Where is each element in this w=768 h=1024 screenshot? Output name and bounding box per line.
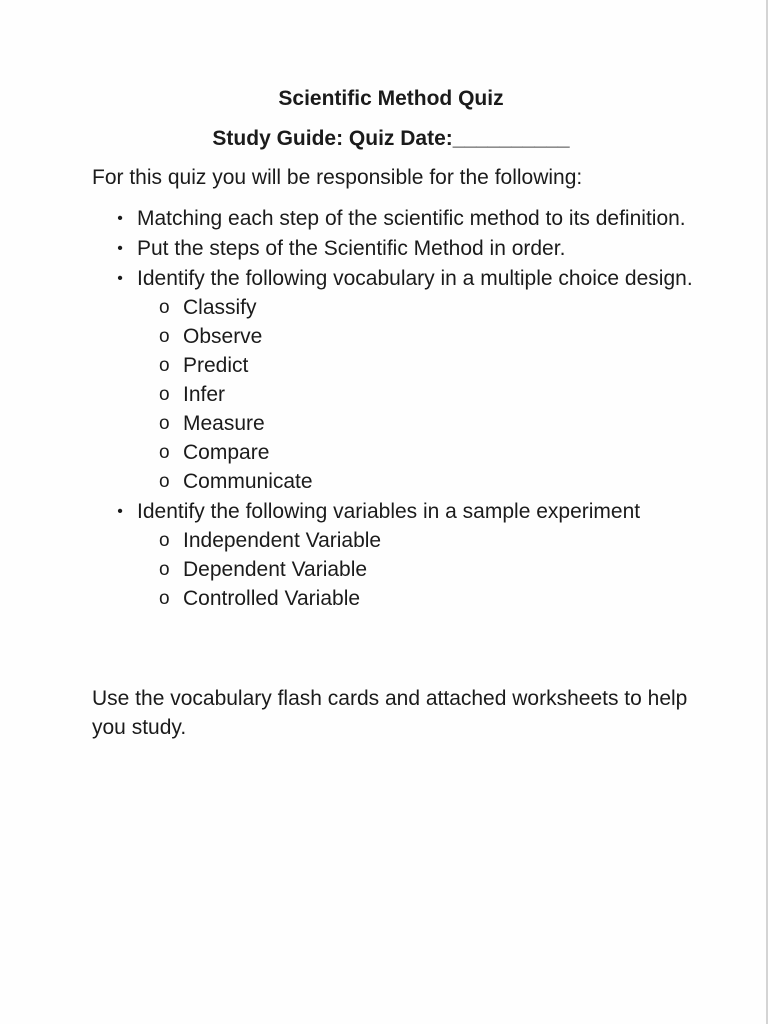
bullet-icon: • — [117, 270, 123, 287]
bullet-icon: • — [117, 210, 123, 227]
circle-bullet-icon: o — [159, 384, 170, 405]
vocabulary-term: Observe — [183, 325, 263, 348]
circle-bullet-icon: o — [159, 530, 170, 551]
vocabulary-term: Measure — [183, 412, 265, 435]
circle-bullet-icon: o — [159, 297, 170, 318]
vocabulary-item — [159, 467, 708, 496]
bullet-icon: • — [117, 503, 123, 520]
vocabulary-item — [159, 351, 708, 380]
requirements-list — [108, 204, 708, 614]
closing-text: Use the vocabulary flash cards and attached worksheets to help you study. — [92, 687, 688, 739]
list-item-text: Matching each step of the scientific method to its definition. — [137, 207, 686, 230]
circle-bullet-icon: o — [159, 471, 170, 492]
variable-item — [159, 584, 708, 613]
vocabulary-item — [159, 409, 708, 438]
circle-bullet-icon: o — [159, 442, 170, 463]
variables-list — [137, 526, 708, 613]
list-item-text: Identify the following variables in a sample experiment — [137, 500, 641, 523]
list-item — [108, 204, 708, 233]
variable-term: Independent Variable — [183, 529, 382, 552]
variable-item — [159, 526, 708, 555]
intro-text: For this quiz you will be responsible for the following: — [92, 166, 583, 189]
vocabulary-term: Compare — [183, 441, 270, 464]
list-item-text: Identify the following vocabulary in a multiple choice design. — [137, 267, 693, 290]
variable-item — [159, 555, 708, 584]
vocabulary-term: Classify — [183, 296, 257, 319]
page-title: Scientific Method Quiz — [278, 87, 504, 110]
vocabulary-item — [159, 322, 708, 351]
variable-term: Controlled Variable — [183, 587, 361, 610]
circle-bullet-icon: o — [159, 559, 170, 580]
list-item-text: Put the steps of the Scientific Method in order. — [137, 237, 566, 260]
list-item — [108, 234, 708, 263]
circle-bullet-icon: o — [159, 588, 170, 609]
variable-term: Dependent Variable — [183, 558, 368, 581]
circle-bullet-icon: o — [159, 326, 170, 347]
vocabulary-term: Predict — [183, 354, 249, 377]
page-subtitle: Study Guide: Quiz Date:__________ — [212, 127, 570, 150]
vocabulary-item — [159, 438, 708, 467]
bullet-icon: • — [117, 240, 123, 257]
vocabulary-item — [159, 380, 708, 409]
list-item — [108, 497, 708, 613]
vocabulary-list — [137, 293, 708, 496]
vocabulary-term: Communicate — [183, 470, 313, 493]
vocabulary-item — [159, 293, 708, 322]
circle-bullet-icon: o — [159, 413, 170, 434]
vocabulary-term: Infer — [183, 383, 226, 406]
list-item — [108, 264, 708, 496]
circle-bullet-icon: o — [159, 355, 170, 376]
